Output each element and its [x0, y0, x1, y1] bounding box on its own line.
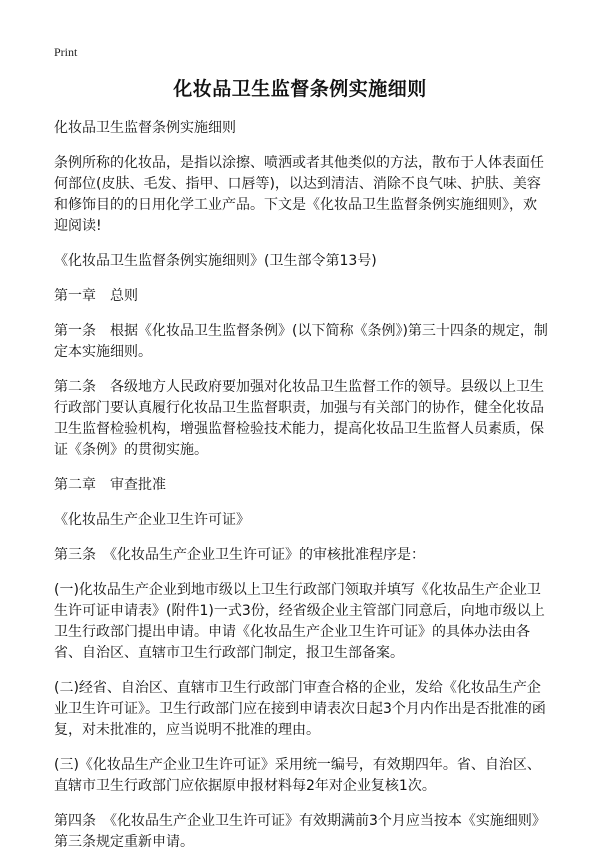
regulation-reference: 《化妆品卫生监督条例实施细则》(卫生部令第13号)	[54, 253, 377, 269]
article-3-item-2: (二)经省、自治区、直辖市卫生行政部门审查合格的企业，发给《化妆品生产企业卫生许可证》。卫生行政部门应在接到申请表次日起3个月内作出是否批准的函复，对未批准的，应当说明不批准的理由。	[54, 680, 546, 738]
print-link[interactable]: Print	[54, 45, 78, 59]
document-body	[54, 118, 548, 867]
article-1: 第一条 根据《化妆品卫生监督条例》(以下简称《条例》)第三十四条的规定，制定本实施细则。	[54, 323, 548, 360]
chapter-1-heading: 第一章 总则	[54, 288, 138, 304]
section-heading-license: 《化妆品生产企业卫生许可证》	[54, 512, 250, 528]
chapter-2-heading: 第二章 审查批准	[54, 477, 166, 493]
article-2: 第二条 各级地方人民政府要加强对化妆品卫生监督工作的领导。县级以上卫生行政部门要认真履行化妆品卫生监督职责，加强与有关部门的协作，健全化妆品卫生监督检验机构，增强监督检验技术能力，提高化妆品卫生监督人员素质，保证《条例》的贯彻实施。	[54, 379, 544, 458]
page-title: 化妆品卫生监督条例实施细则	[173, 78, 427, 100]
article-4: 第四条 《化妆品生产企业卫生许可证》有效期满前3个月应当按本《实施细则》第三条规定重新申请。	[54, 813, 546, 850]
article-3-item-3: (三)《化妆品生产企业卫生许可证》采用统一编号，有效期四年。省、自治区、直辖市卫生行政部门应依据原申报材料每2年对企业复核1次。	[54, 757, 541, 794]
article-3-item-1: (一)化妆品生产企业到地市级以上卫生行政部门领取并填写《化妆品生产企业卫生许可证申请表》(附件1)一式3份，经省级企业主管部门同意后，向地市级以上卫生行政部门提出申请。申请《化妆品生产企业卫生许可证》的具体办法由各省、自治区、直辖市卫生行政部门制定，报卫生部备案。	[54, 582, 545, 661]
article-3: 第三条 《化妆品生产企业卫生许可证》的审核批准程序是：	[54, 547, 425, 563]
intro-paragraph: 条例所称的化妆品，是指以涂擦、喷洒或者其他类似的方法，散布于人体表面任何部位(皮肤、毛发、指甲、口唇等)，以达到清洁、消除不良气味、护肤、美容和修饰目的的日用化学工业产品。下文是《化妆品卫生监督条例实施细则》，欢迎阅读!	[54, 155, 544, 234]
subtitle-paragraph: 化妆品卫生监督条例实施细则	[54, 120, 236, 136]
